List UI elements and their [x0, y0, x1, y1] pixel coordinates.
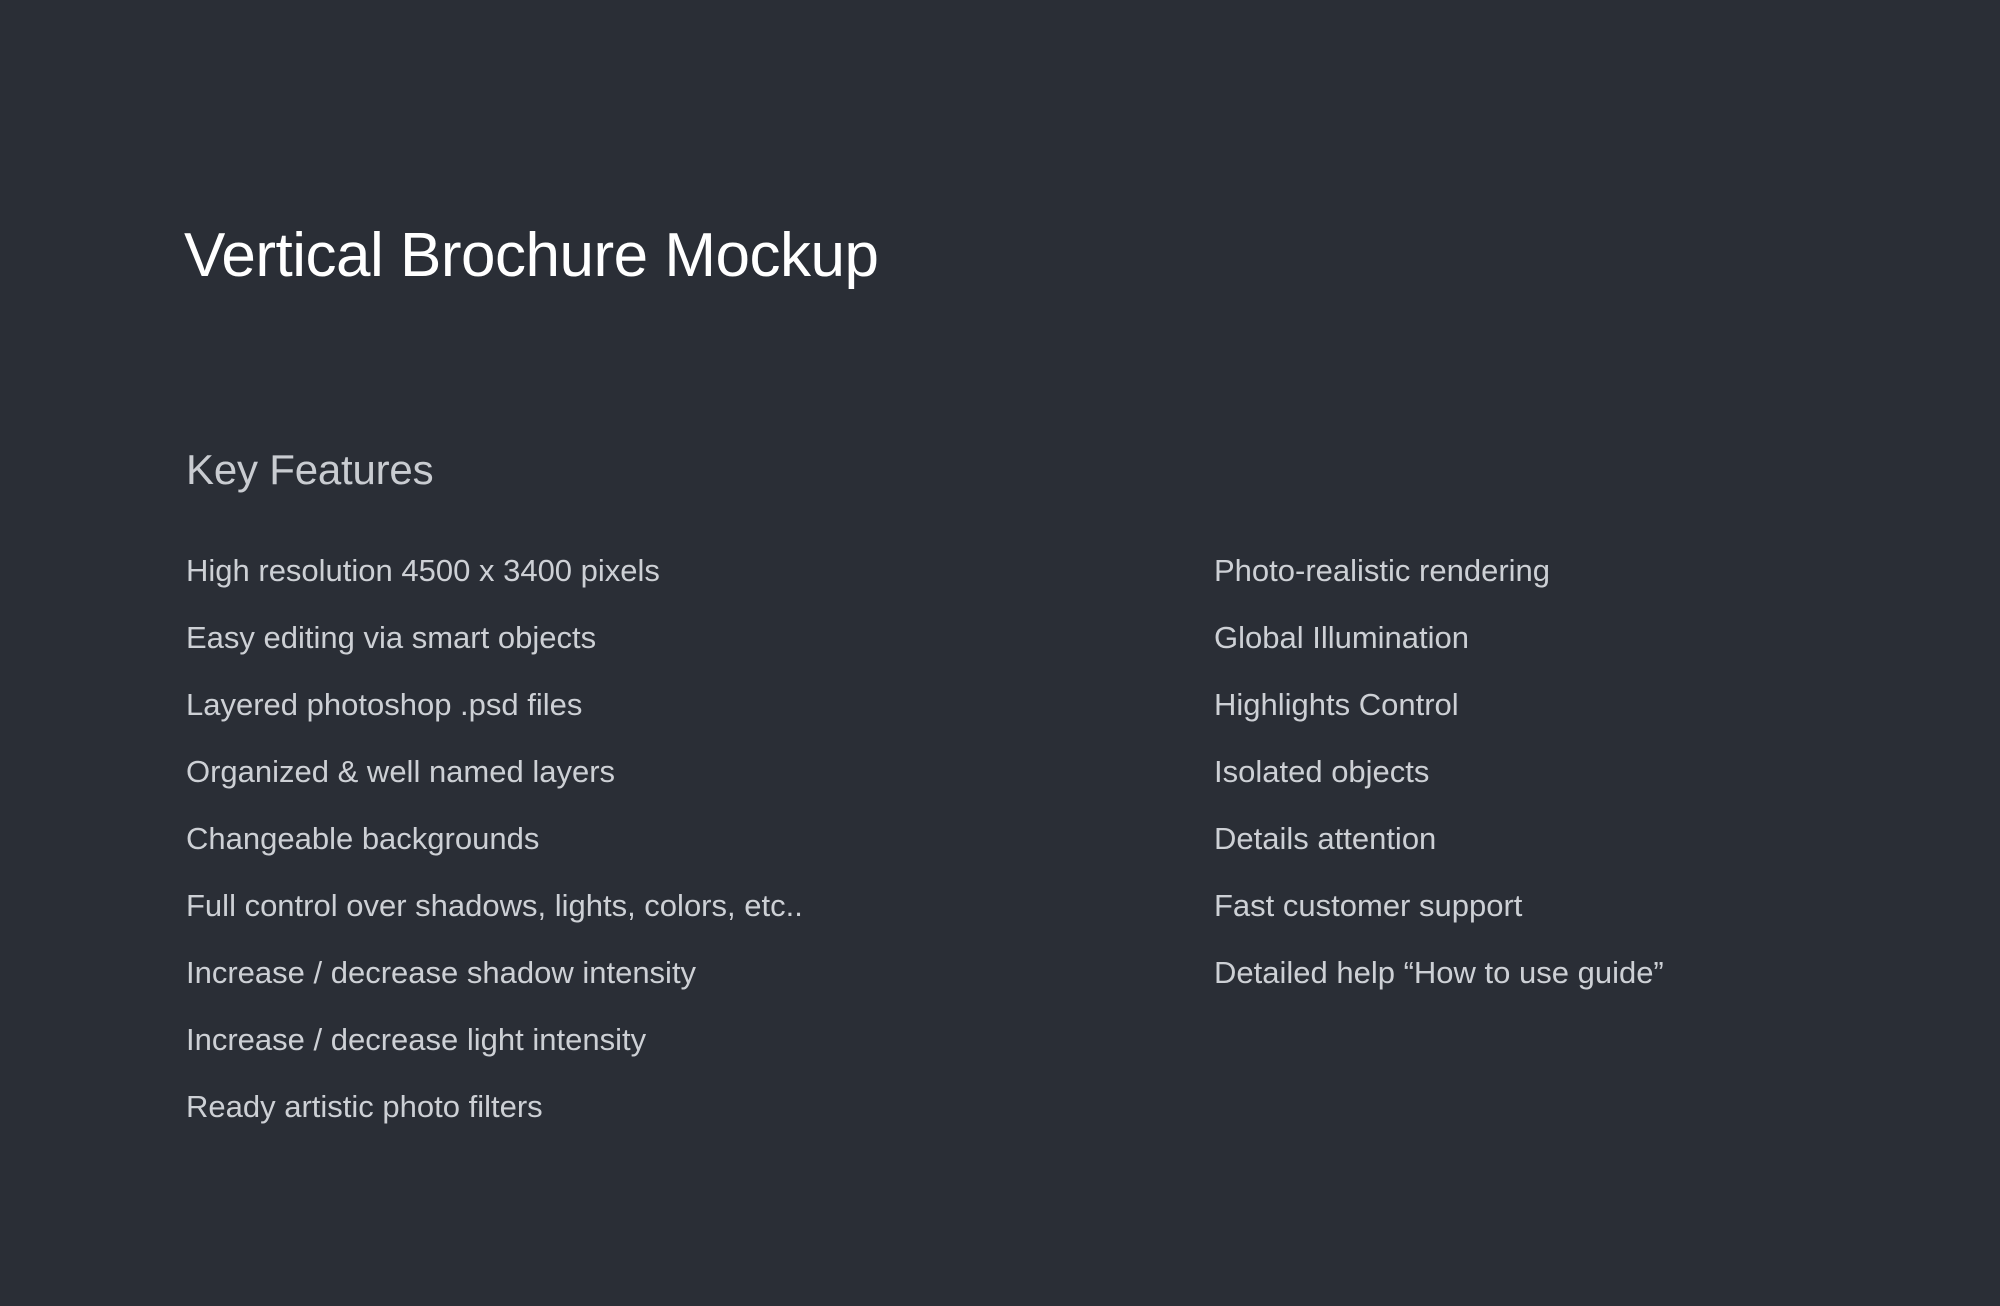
features-column-left	[186, 537, 1214, 1140]
list-item: Layered photoshop .psd files	[186, 687, 583, 722]
list-item: Global Illumination	[1214, 620, 1470, 655]
list-item: Changeable backgrounds	[186, 821, 540, 856]
list-item: Isolated objects	[1214, 754, 1430, 789]
list-item: Detailed help “How to use guide”	[1214, 955, 1664, 990]
section-heading-key-features: Key Features	[186, 445, 434, 493]
list-item: Organized & well named layers	[186, 754, 616, 789]
list-item: Full control over shadows, lights, colors, etc..	[186, 888, 803, 923]
list-item: Easy editing via smart objects	[186, 620, 597, 655]
list-item: Highlights Control	[1214, 687, 1459, 722]
list-item: Ready artistic photo filters	[186, 1089, 543, 1124]
list-item: Details attention	[1214, 821, 1437, 856]
list-item: Fast customer support	[1214, 888, 1523, 923]
features-column-right	[1214, 537, 1874, 1140]
key-features-columns	[186, 537, 1886, 1140]
page-title: Vertical Brochure Mockup	[184, 220, 879, 290]
list-item: Photo-realistic rendering	[1214, 553, 1551, 588]
list-item: High resolution 4500 x 3400 pixels	[186, 553, 660, 588]
list-item: Increase / decrease shadow intensity	[186, 955, 697, 990]
list-item: Increase / decrease light intensity	[186, 1022, 647, 1057]
